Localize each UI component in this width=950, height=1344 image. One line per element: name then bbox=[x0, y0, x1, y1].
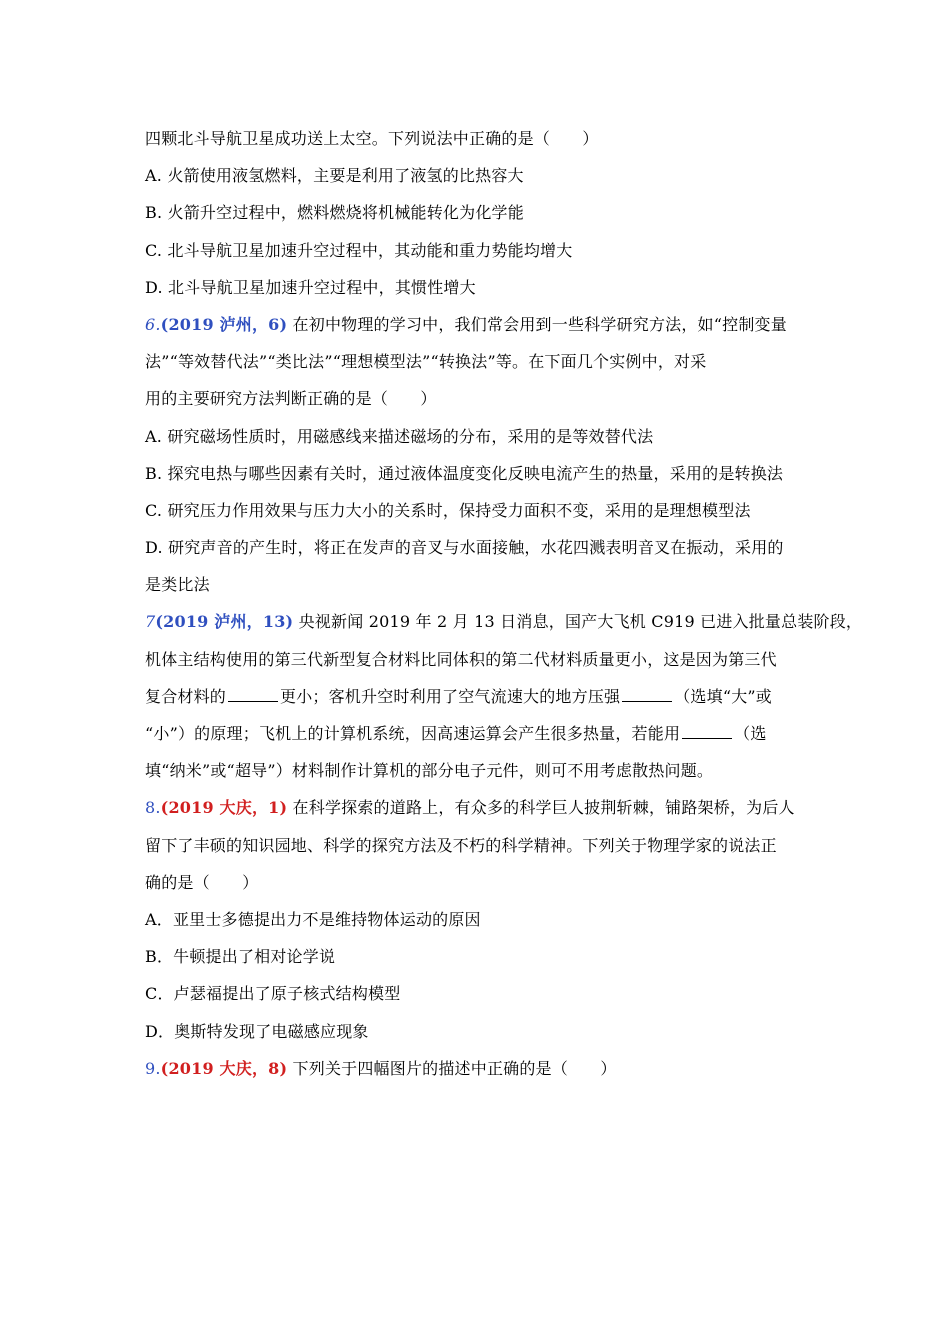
q8-stem-line-1 bbox=[145, 789, 815, 826]
q8-option-a: A．亚里士多德提出力不是维持物体运动的原因 bbox=[145, 909, 481, 929]
q6-source bbox=[145, 315, 287, 334]
q8-source bbox=[145, 798, 287, 817]
q8-number: 8. bbox=[145, 798, 161, 818]
q7-line3-part-b: 更小；客机升空时利用了空气流速大的地方压强 bbox=[280, 686, 621, 706]
q7-line3-part-c: （选填“大”或 bbox=[674, 686, 772, 706]
q8-stem-line-2: 留下了丰硕的知识园地、科学的探究方法及不朽的科学精神。下列关于物理学家的说法正 bbox=[145, 835, 777, 855]
q6-stem-text-1: 在初中物理的学习中，我们常会用到一些科学研究方法，如“控制变量 bbox=[292, 314, 787, 334]
q7-source bbox=[145, 612, 293, 631]
q8-option-c: C．卢瑟福提出了原子核式结构模型 bbox=[145, 984, 401, 1004]
q8-option-d: D．奥斯特发现了电磁感应现象 bbox=[145, 1021, 369, 1041]
q7-line4-part-b: （选 bbox=[734, 724, 767, 743]
q6-stem-line-1 bbox=[145, 306, 815, 343]
q5-stem-tail: 四颗北斗导航卫星成功送上太空。下列说法中正确的是（ ） bbox=[145, 129, 599, 148]
q5-option-c: C. 北斗导航卫星加速升空过程中，其动能和重力势能均增大 bbox=[145, 240, 573, 260]
q5-option-a: A. 火箭使用液氢燃料，主要是利用了液氢的比热容大 bbox=[145, 166, 524, 186]
q7-stem-line-4 bbox=[145, 715, 815, 752]
question-list bbox=[145, 120, 863, 1087]
q8-stem-line-3: 确的是（ ） bbox=[145, 872, 259, 892]
q6-option-d-cont: 是类比法 bbox=[145, 575, 210, 595]
q8-source-label: (2019 大庆，1) bbox=[160, 798, 288, 818]
q9-source-label: (2019 大庆，8) bbox=[160, 1058, 288, 1078]
q6-option-c: C. 研究压力作用效果与压力大小的关系时，保持受力面积不变，采用的是理想模型法 bbox=[145, 500, 751, 520]
q7-stem-line-5: 填“纳米”或“超导”）材料制作计算机的部分电子元件，则可不用考虑散热问题。 bbox=[145, 761, 714, 781]
q6-option-b: B. 探究电热与哪些因素有关时，通过液体温度变化反映电流产生的热量，采用的是转换法 bbox=[145, 463, 784, 483]
q7-source-label: (2019 泸州，13) bbox=[155, 612, 294, 632]
q7-stem-line-3 bbox=[145, 678, 815, 715]
q7-stem-text-1: 央视新闻 2019 年 2 月 13 日消息，国产大飞机 C919 已进入批量总装阶段， bbox=[298, 612, 863, 632]
q6-stem-line-2: 法”“等效替代法”“类比法”“理想模型法”“转换法”等。在下面几个实例中，对采 bbox=[145, 352, 707, 372]
q6-stem-line-3: 用的主要研究方法判断正确的是（ ） bbox=[145, 389, 437, 409]
q9-number: 9. bbox=[145, 1058, 161, 1078]
q7-blank-3[interactable] bbox=[682, 724, 732, 739]
q6-option-d: D. 研究声音的产生时，将正在发声的音叉与水面接触，水花四溅表明音叉在振动，采用的 bbox=[145, 538, 784, 558]
q5-option-d: D. 北斗导航卫星加速升空过程中，其惯性增大 bbox=[145, 277, 476, 297]
q7-stem-line-2: 机体主结构使用的第三代新型复合材料比同体积的第二代材料质量更小，这是因为第三代 bbox=[145, 649, 777, 669]
q9-stem-text: 下列关于四幅图片的描述中正确的是（ ） bbox=[292, 1058, 617, 1078]
q9-source bbox=[145, 1059, 287, 1078]
q5-option-b: B. 火箭升空过程中，燃料燃烧将机械能转化为化学能 bbox=[145, 203, 524, 223]
q6-option-a: A. 研究磁场性质时，用磁感线来描述磁场的分布，采用的是等效替代法 bbox=[145, 426, 654, 446]
q6-source-label: (2019 泸州，6) bbox=[160, 314, 288, 334]
q9-stem-line-1 bbox=[145, 1050, 815, 1087]
q7-line4-part-a: “小”）的原理；飞机上的计算机系统，因高速运算会产生很多热量，若能用 bbox=[145, 724, 681, 743]
q7-blank-1[interactable] bbox=[228, 687, 278, 702]
q7-line3-part-a: 复合材料的 bbox=[145, 686, 227, 706]
q8-stem-text-1: 在科学探索的道路上，有众多的科学巨人披荆斩棘，铺路架桥，为后人 bbox=[292, 798, 795, 818]
q8-option-b: B．牛顿提出了相对论学说 bbox=[145, 947, 336, 967]
q7-blank-2[interactable] bbox=[622, 687, 672, 702]
q6-number: 6. bbox=[145, 314, 161, 334]
q7-number: 7 bbox=[145, 612, 156, 632]
q7-stem-line-1 bbox=[145, 603, 863, 640]
